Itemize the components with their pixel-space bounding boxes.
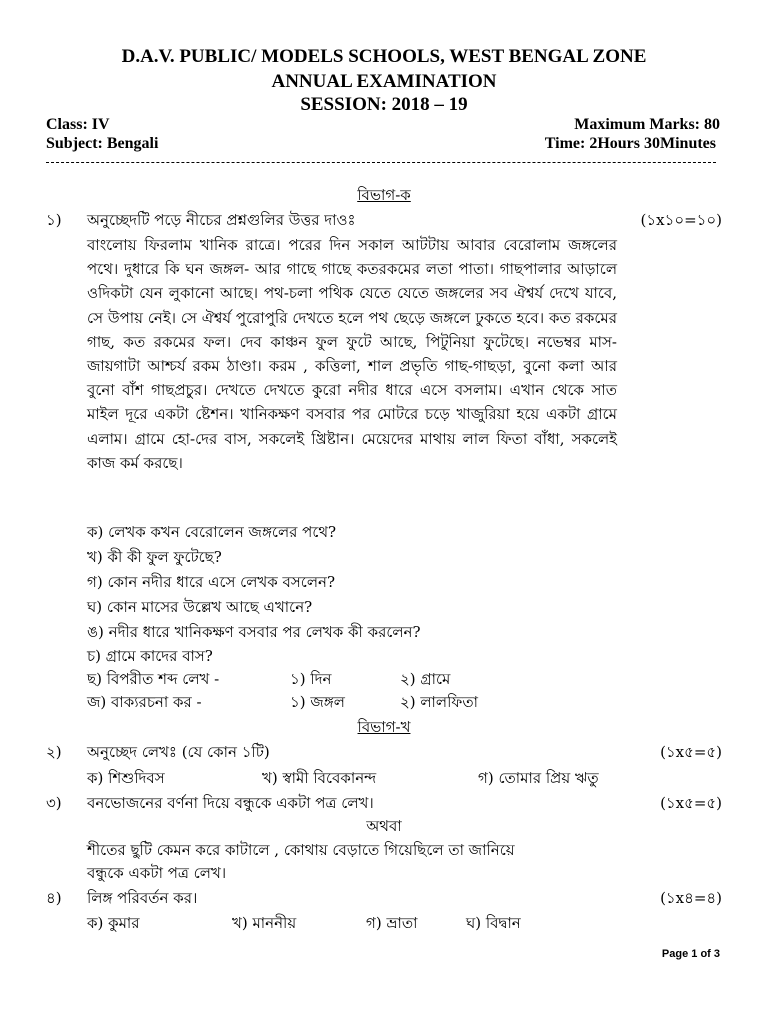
or-label: অথবা	[366, 817, 402, 835]
sentence-word-b: ২) লালফিতা	[400, 693, 478, 711]
q1-prompt: অনুচ্ছেদটি পড়ে নীচের প্রশ্নগুলির উত্তর দাওঃ	[87, 211, 356, 229]
q4-marks: (১x৪=৪)	[660, 889, 722, 907]
q1-sub-question: খ) কী কী ফুল ফুটেছে?	[87, 548, 222, 566]
q1-sub-question: গ) কোন নদীর ধারে এসে লেখক বসলেন?	[87, 573, 335, 591]
q1-sub-question: ঘ) কোন মাসের উল্লেখ আছে এখানে?	[87, 598, 313, 616]
q2-option: খ) স্বামী বিবেকানন্দ	[262, 769, 377, 787]
q2-option: ক) শিশুদিবস	[87, 769, 165, 787]
session-title: SESSION: 2018 – 19	[300, 94, 468, 115]
q4-prompt: লিঙ্গ পরিবর্তন কর।	[87, 889, 198, 907]
q2-option: গ) তোমার প্রিয় ঋতু	[478, 769, 599, 787]
q3-number: ৩)	[46, 794, 62, 812]
q1-number: ১)	[46, 211, 62, 229]
q2-marks: (১x৫=৫)	[660, 743, 722, 761]
school-name: D.A.V. PUBLIC/ MODELS SCHOOLS, WEST BENGAL ZONE	[121, 46, 647, 67]
opposite-word-a: ১) দিন	[290, 670, 332, 688]
exam-title: ANNUAL EXAMINATION	[271, 71, 497, 92]
class-label: Class: IV	[46, 116, 110, 133]
q1-marks: (১x১০=১০)	[640, 211, 722, 229]
q2-number: ২)	[46, 743, 62, 761]
q4-option: গ) ভ্রাতা	[366, 914, 418, 932]
page-number: Page 1 of 3	[661, 948, 720, 960]
q1-sub-question: চ) গ্রামে কাদের বাস?	[87, 647, 213, 665]
q1-passage: বাংলোয় ফিরলাম খানিক রাত্রে। পরের দিন সকাল আটটায় আবার বেরোলাম জঙ্গলের পথে। দুধারে কি ঘন জঙ্গল- আর গাছে গাছে কতরকমের লতা পাতা। গাছপালার আড়ালে ওদিকটা যেন লুকানো আছে। পথ-চলা পথিক যেতে যেতে জঙ্গলের সব ঐশ্বর্য দেখে যাবে, সে উপায় নেই। সে ঐশ্বর্য পুরোপুরি দেখতে হলে পথ ছেড়ে জঙ্গলে ঢুকতে হবে। কত রকমের গাছ, কত রকমের ফল। দেব কাঞ্চন ফুল ফুটে আছে, পিটুনিয়া ফুটেছে। নভেম্বর মাস- জায়গাটা আশ্চর্য রকম ঠাণ্ডা। করম , কত্তিলা, শাল প্রভৃতি গাছ-গাছড়া, বুনো কলা আর বুনো বাঁশ গাছপ্রচুর। দেখতে দেখতে কুরো নদীর ধারে এসে বসলাম। এখান থেকে সাত মাইল দূরে একটা ষ্টেশন। খানিকক্ষণ বসবার পর মোটরে চড়ে খাজুরিয়া হয়ে একটা গ্রামে এলাম। গ্রামে হো-দের বাস, সকলেই খ্রিষ্টান। মেয়েদের মাথায় লাল ফিতা বাঁধা, সকলেই কাজ কর্ম করছে।	[87, 236, 617, 472]
section-b-title: বিভাগ-খ	[357, 718, 411, 736]
section-a-title: বিভাগ-ক	[357, 186, 411, 204]
time-label: Time: 2Hours 30Minutes	[544, 135, 716, 152]
q1-sub-question: ক) লেখক কখন বেরোলেন জঙ্গলের পথে?	[87, 523, 337, 541]
q3-prompt: বনভোজনের বর্ণনা দিয়ে বন্ধুকে একটা পত্র লেখ।	[87, 794, 374, 812]
sentence-word-a: ১) জঙ্গল	[290, 693, 345, 711]
sentence-making-label: জ) বাক্যরচনা কর -	[87, 693, 202, 711]
q4-option: ঘ) বিদ্বান	[466, 914, 521, 932]
q4-number: ৪)	[46, 889, 62, 907]
opposite-word-label: ছ) বিপরীত শব্দ লেখ -	[87, 670, 220, 688]
q3-marks: (১x৫=৫)	[660, 794, 722, 812]
q4-option: ক) কুমার	[87, 914, 140, 932]
header-divider	[46, 162, 716, 163]
max-marks-label: Maximum Marks: 80	[574, 116, 720, 133]
q4-option: খ) মাননীয়	[232, 914, 297, 932]
subject-label: Subject: Bengali	[46, 135, 159, 152]
opposite-word-b: ২) গ্রামে	[400, 670, 451, 688]
q1-sub-question: ঙ) নদীর ধারে খানিকক্ষণ বসবার পর লেখক কী করলেন?	[87, 623, 421, 641]
q3-alt-line: শীতের ছুটি কেমন করে কাটালে , কোথায় বেড়াতে গিয়েছিলে তা জানিয়ে	[87, 841, 515, 859]
q3-alt-line: বন্ধুকে একটা পত্র লেখ।	[87, 864, 227, 882]
q2-prompt: অনুচ্ছেদ লেখঃ (যে কোন ১টি)	[87, 743, 270, 761]
